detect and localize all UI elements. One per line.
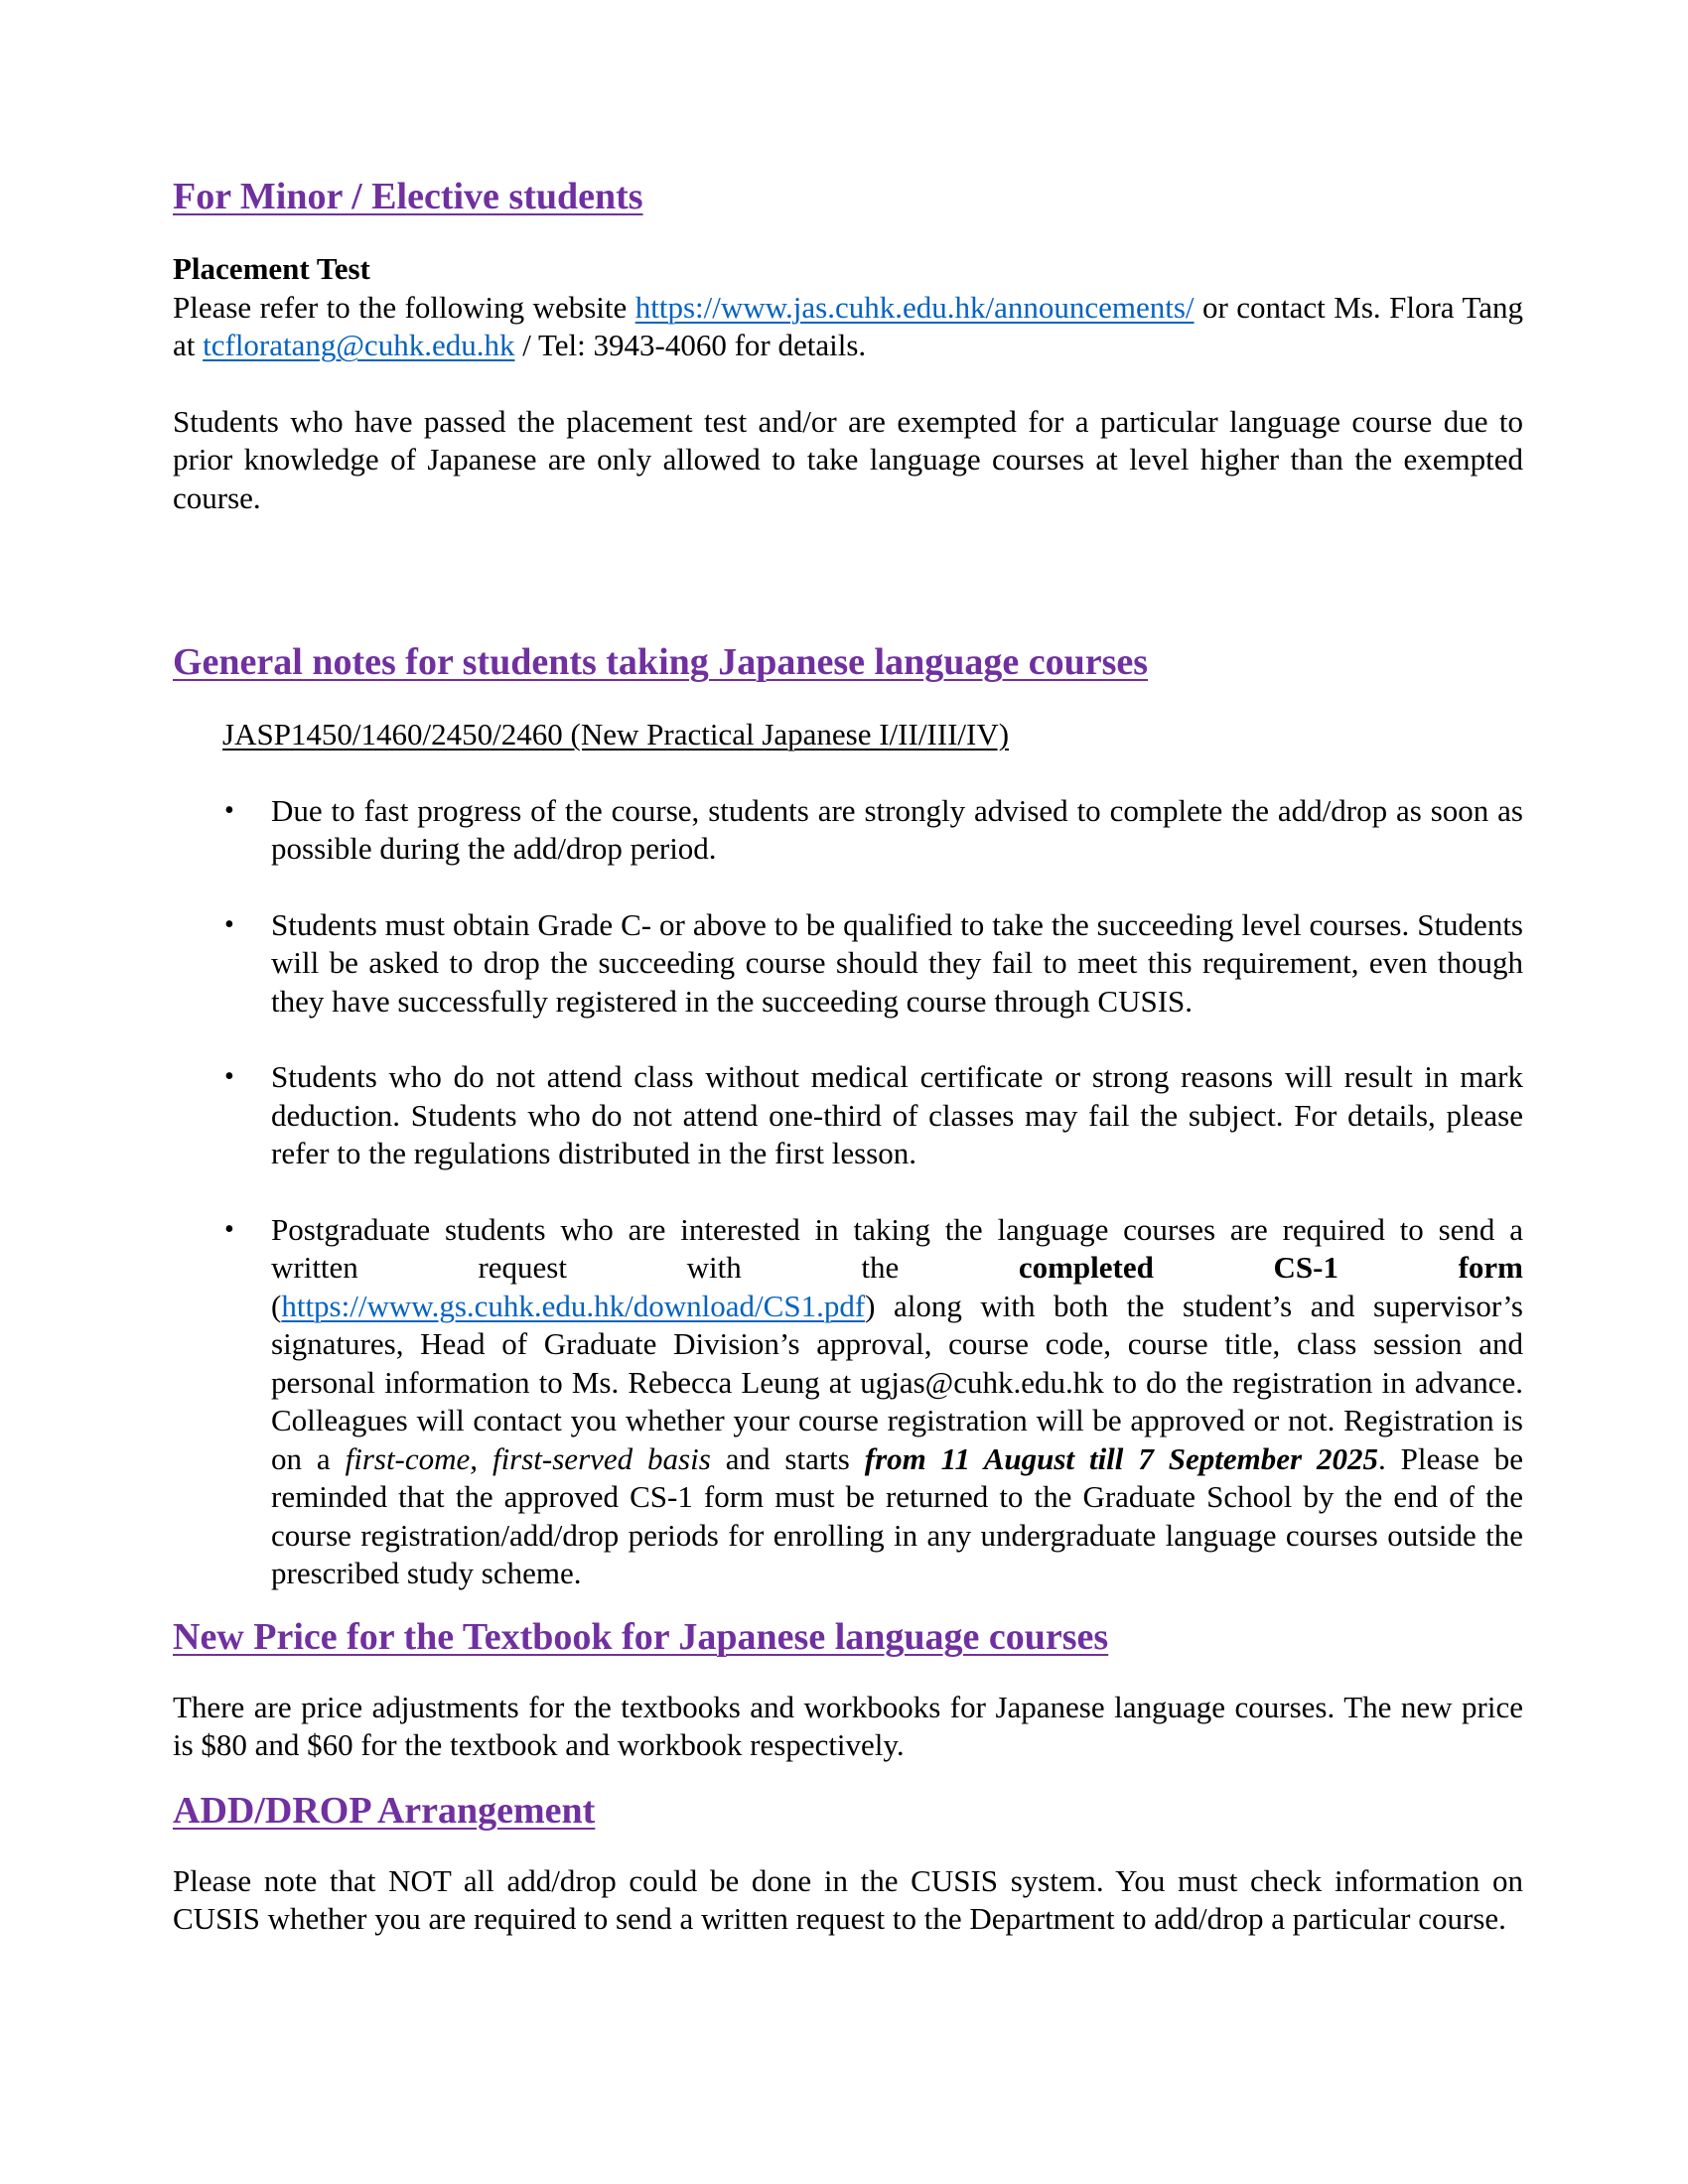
section-heading-general-notes: General notes for students taking Japanese language courses <box>173 641 1149 683</box>
textbook-price-paragraph: There are price adjustments for the textbooks and workbooks for Japanese language courses. The new price is $80 and $60 for the textbook and workbook respectively. <box>173 1689 1523 1762</box>
bullet4-rest <box>271 1288 1523 1593</box>
placement-text-1: Please refer to the following website <box>173 289 635 325</box>
exemption-paragraph: Students who have passed the placement test and/or are exempted for a particular language course due to prior knowledge of Japanese are only allowed to take language courses at level higher than the exempted course. <box>173 403 1523 515</box>
word: request <box>478 1250 567 1285</box>
bullet-text: Students must obtain Grade C- or above to be qualified to take the succeeding level courses. Students will be asked to drop the succeeding course should they fail to meet this requirement, even though they have successfully registered in the succeeding course through CUSIS. <box>271 906 1523 1019</box>
bullet-icon: • <box>224 908 234 940</box>
first-come-italic: first-come, first-served basis <box>345 1440 711 1476</box>
email-link-flora[interactable]: tcfloratang@cuhk.edu.hk <box>203 328 515 362</box>
cs1-form-link[interactable]: https://www.gs.cuhk.edu.hk/download/CS1.pdf <box>281 1288 866 1323</box>
word-bold: completed <box>1018 1250 1154 1285</box>
list-item <box>173 1058 1523 1173</box>
word: the <box>861 1250 900 1285</box>
announcements-link[interactable]: https://www.jas.cuhk.edu.hk/announcements/ <box>634 289 1195 325</box>
bullet-text: Students who do not attend class without medical certificate or strong reasons will result in mark deduction. Students who do not attend one-third of classes may fail the subject. For details, please refer to the regulations distributed in the first lesson. <box>271 1059 1523 1170</box>
bullet4-text-a: ) along with both the student’s and supervisor’s signatures, Head of Graduate Division’s approval, course code, course title, class session and personal information to Ms. Rebecca Leung at ugjas@cuhk.edu.hk to do the registration in advance. Colleagues will contact you whether your course registration will be approved or not. Registration is on a <box>271 1288 1523 1476</box>
placement-test-paragraph <box>173 289 1523 365</box>
paren: ( <box>271 1288 282 1323</box>
word: written <box>271 1250 358 1285</box>
bullet4-text-c: . Please be reminded that the approved CS-1 form must be returned to the Graduate School by the end of the course registration/add/drop periods for enrolling in any undergraduate language courses outside the prescribed study scheme. <box>271 1440 1523 1590</box>
notes-list <box>173 792 1523 1593</box>
list-item <box>173 906 1523 1022</box>
bullet-icon: • <box>224 1061 234 1092</box>
document-body <box>173 175 1523 1939</box>
bullet-icon: • <box>224 794 234 826</box>
add-drop-paragraph: Please note that NOT all add/drop could be done in the CUSIS system. You must check information on CUSIS whether you are required to send a written request to the Department to add/drop a particular course. <box>173 1862 1523 1936</box>
placement-test-subheading: Placement Test <box>173 251 370 286</box>
section-heading-textbook-price: New Price for the Textbook for Japanese language courses <box>173 1615 1109 1658</box>
bullet4-line2 <box>271 1249 1523 1288</box>
course-line-text: JASP1450/1460/2450/2460 (New Practical Japanese I/II/III/IV) <box>222 717 1010 751</box>
bullet-icon: • <box>224 1213 234 1245</box>
list-item <box>173 1211 1523 1593</box>
bullet4-text-b: and starts <box>710 1440 865 1476</box>
bullet4-line1: Postgraduate students who are interested in taking the language courses are required to send a <box>271 1211 1523 1247</box>
list-item <box>173 792 1523 869</box>
section-heading-minor-elective: For Minor / Elective students <box>173 176 643 217</box>
section-heading-add-drop: ADD/DROP Arrangement <box>173 1789 596 1832</box>
course-line <box>173 716 1523 754</box>
word: with <box>686 1250 742 1285</box>
registration-dates: from 11 August till 7 September 2025 <box>864 1440 1378 1476</box>
word-bold: CS-1 <box>1273 1250 1338 1285</box>
placement-text-3: / Tel: 3943-4060 for details. <box>514 328 867 362</box>
word-bold: form <box>1458 1250 1523 1285</box>
placement-text-2: or contact Ms. Flora Tang at <box>173 289 1523 362</box>
bullet-text: Due to fast progress of the course, students are strongly advised to complete the add/drop as soon as possible during the add/drop period. <box>271 792 1523 866</box>
